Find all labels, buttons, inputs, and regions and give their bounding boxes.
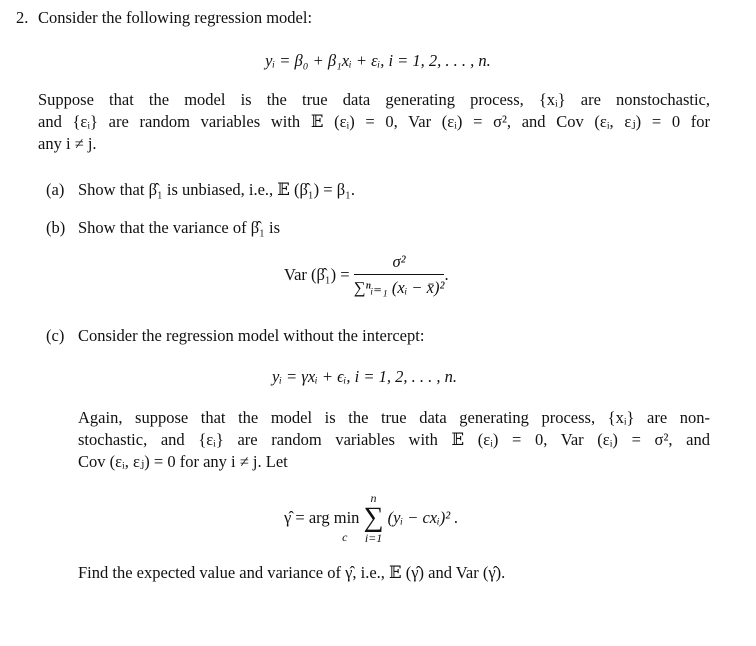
part-b-text: Show that the variance of β̂₁ is <box>78 218 281 237</box>
part-c-text: Consider the regression model without the intercept: <box>78 326 425 345</box>
assumption-line-3: any i ≠ j. <box>38 134 97 153</box>
no-intercept-equation: yᵢ = γxᵢ + ϵᵢ, i = 1, 2, . . . , n. <box>272 367 457 386</box>
variance-fraction <box>354 252 445 298</box>
model-equation: yᵢ = β₀ + β₁xᵢ + εᵢ, i = 1, 2, . . . , n. <box>265 51 491 70</box>
c-assumption-line-3: Cov (εᵢ, εⱼ) = 0 for any i ≠ j. Let <box>78 452 288 471</box>
part-a-text: Show that β̂₁ is unbiased, i.e., 𝔼 (β̂₁) = β₁. <box>78 180 355 199</box>
c-assumption-line-1: Again, suppose that the model is the true data generating process, {xᵢ} are non- <box>78 408 710 427</box>
variance-numerator: σ² <box>354 252 445 275</box>
problem-intro: Consider the following regression model: <box>38 8 313 27</box>
part-c-label: (c) <box>46 326 65 345</box>
c-assumption-line-2: stochastic, and {εᵢ} are random variables with 𝔼 (εᵢ) = 0, Var (εᵢ) = σ², and <box>78 430 710 449</box>
assumption-line-1: Suppose that the model is the true data generating process, {xᵢ} are nonstochastic, <box>38 90 710 109</box>
estimator-lhs: γ̂ = arg min <box>284 508 360 527</box>
summation <box>364 492 384 544</box>
variance-denominator: ∑ⁿᵢ₌₁ (xᵢ − x̄)² <box>353 278 445 297</box>
estimator-formula <box>284 492 458 544</box>
variance-formula <box>284 252 449 298</box>
sum-body: (yᵢ − cxᵢ)² . <box>387 508 459 527</box>
sum-upper-limit: n <box>370 491 377 505</box>
part-c-question: Find the expected value and variance of γ̂, i.e., 𝔼 (γ̂) and Var (γ̂). <box>78 563 506 582</box>
problem-number: 2. <box>16 8 29 27</box>
argmin-subscript: c <box>342 530 348 544</box>
part-a-label: (a) <box>46 180 65 199</box>
variance-end: . <box>444 265 449 284</box>
assumption-line-2: and {εᵢ} are random variables with 𝔼 (εᵢ) = 0, Var (εᵢ) = σ², and Cov (εᵢ, εⱼ) = 0 for <box>38 112 710 131</box>
sum-sign: ∑ <box>363 502 384 533</box>
sum-lower-limit: i=1 <box>364 531 383 545</box>
part-b-label: (b) <box>46 218 66 237</box>
variance-lhs: Var (β̂₁) = <box>284 265 350 284</box>
